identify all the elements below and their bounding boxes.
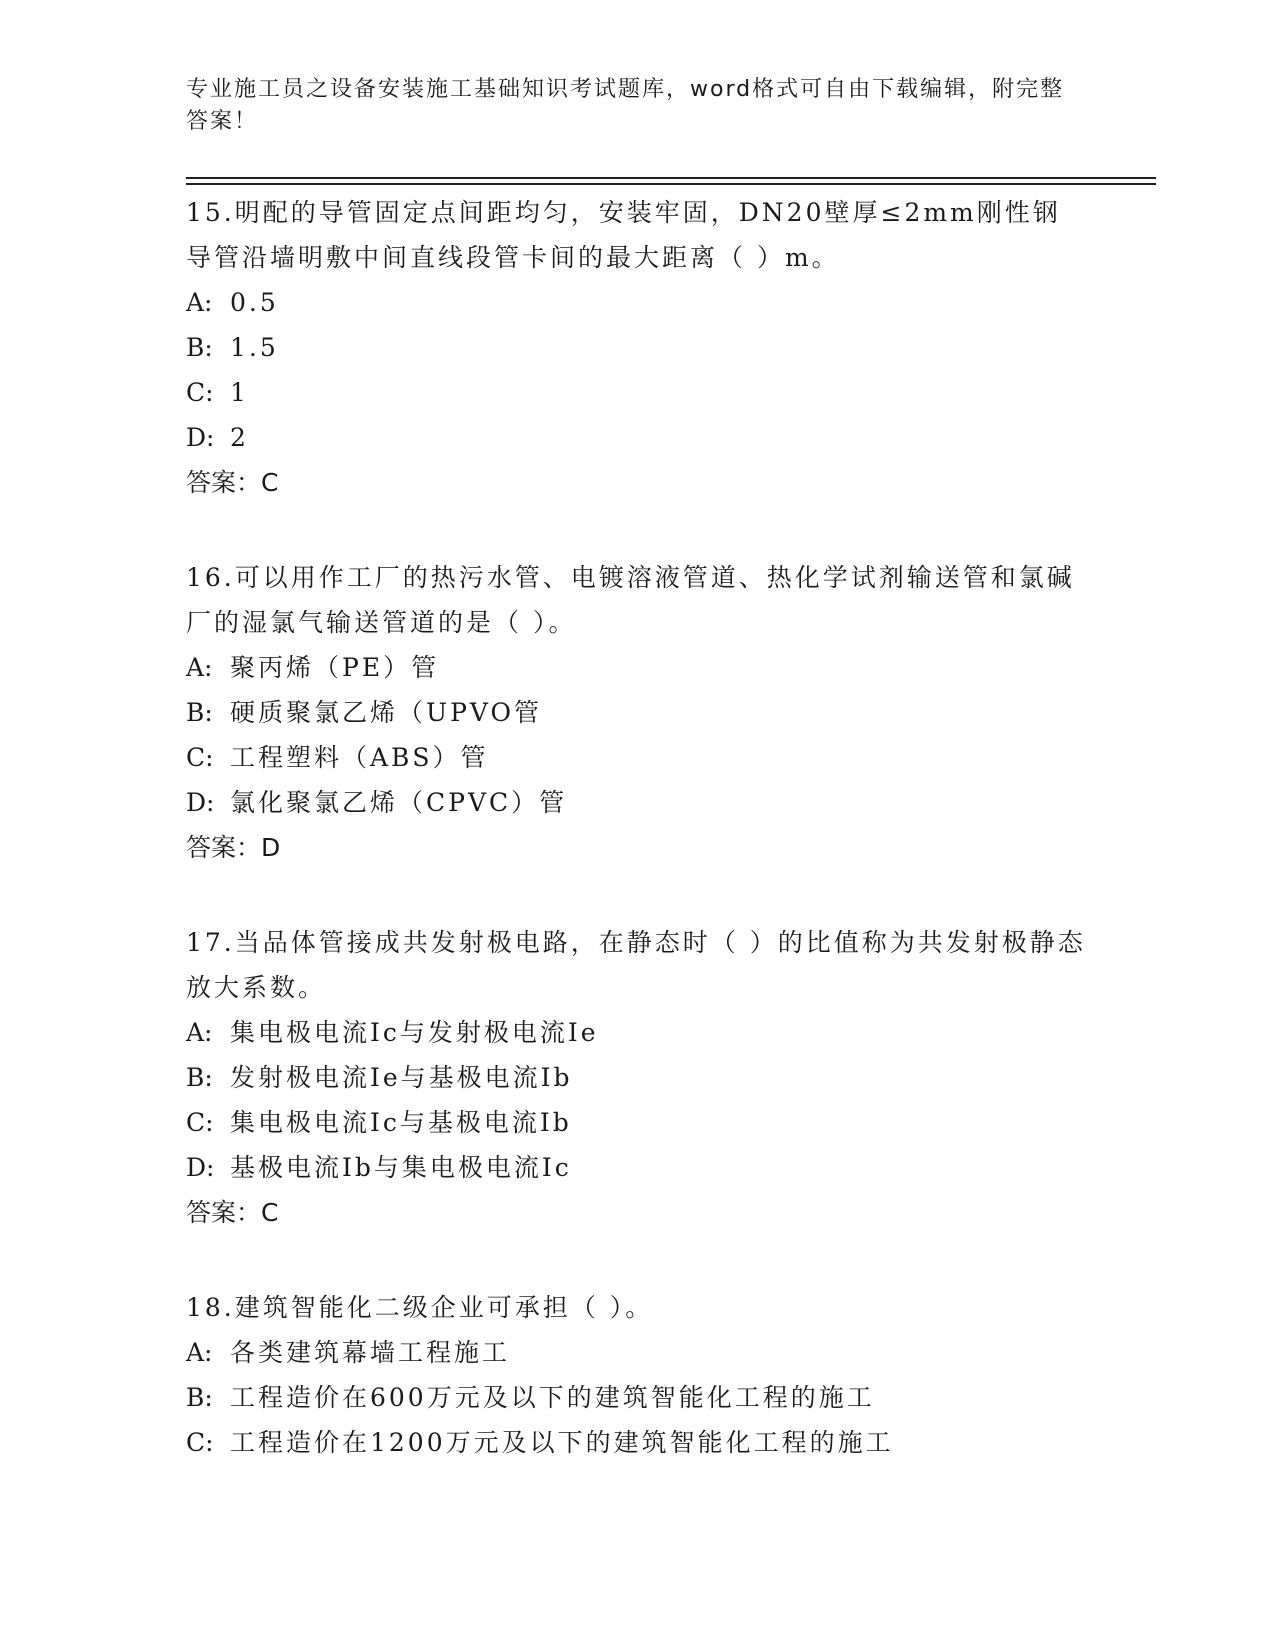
option-text: 工程造价在1200万元及以下的建筑智能化工程的施工 — [230, 1428, 894, 1457]
question-stem: 18.建筑智能化二级企业可承担（ ）。 — [186, 1293, 654, 1322]
option-b — [186, 690, 1086, 735]
option-label: C: — [186, 1108, 214, 1137]
option-text: 基极电流Ib与集电极电流Ic — [230, 1153, 572, 1182]
header-rule-bottom — [186, 183, 1156, 185]
option-text: 发射极电流Ie与基极电流Ib — [230, 1063, 573, 1092]
answer-line: 答案：D — [186, 833, 281, 862]
option-text: 1.5 — [230, 333, 279, 362]
option-label: B: — [186, 1383, 213, 1412]
header-rule-top — [186, 177, 1156, 179]
option-label: A: — [186, 653, 213, 682]
answer-line: 答案：C — [186, 1198, 279, 1227]
option-a — [186, 280, 1086, 325]
option-text: 工程塑料（ABS）管 — [230, 743, 489, 772]
option-label: A: — [186, 288, 213, 317]
option-d — [186, 780, 1086, 825]
option-label: D: — [186, 423, 215, 452]
option-text: 各类建筑幕墙工程施工 — [230, 1338, 511, 1367]
option-b — [186, 325, 1086, 370]
question-18 — [186, 1285, 1086, 1465]
document-header: 专业施工员之设备安装施工基础知识考试题库，word格式可自由下载编辑，附完整答案！ — [186, 77, 1065, 134]
option-label: B: — [186, 333, 213, 362]
option-a — [186, 645, 1086, 690]
question-17 — [186, 920, 1086, 1235]
question-15 — [186, 190, 1086, 505]
option-label: D: — [186, 1153, 215, 1182]
question-stem: 17.当品体管接成共发射极电路，在静态时（ ）的比值称为共发射极静态放大系数。 — [186, 928, 1086, 1002]
option-text: 氯化聚氯乙烯（CPVC）管 — [230, 788, 568, 817]
option-text: 集电极电流Ic与发射极电流Ie — [230, 1018, 599, 1047]
question-stem: 15.明配的导管固定点间距均匀，安装牢固，DN20壁厚≤2mm刚性钢导管沿墙明敷中间直线段管卡间的最大距离（ ）m。 — [186, 198, 1061, 272]
question-stem: 16.可以用作工厂的热污水管、电镀溶液管道、热化学试剂输送管和氯碱厂的湿氯气输送管道的是（ ）。 — [186, 563, 1075, 637]
option-text: 集电极电流Ic与基极电流Ib — [230, 1108, 572, 1137]
option-d — [186, 1145, 1086, 1190]
option-text: 0.5 — [230, 288, 279, 317]
option-label: A: — [186, 1018, 213, 1047]
option-label: B: — [186, 698, 213, 727]
option-label: C: — [186, 1428, 214, 1457]
option-b — [186, 1375, 1086, 1420]
option-a — [186, 1010, 1086, 1055]
question-16 — [186, 555, 1086, 870]
option-d — [186, 415, 1086, 460]
option-text: 2 — [230, 423, 249, 452]
option-text: 工程造价在600万元及以下的建筑智能化工程的施工 — [230, 1383, 875, 1412]
option-text: 硬质聚氯乙烯（UPVO管 — [230, 698, 543, 727]
option-label: A: — [186, 1338, 213, 1367]
answer-line: 答案：C — [186, 468, 279, 497]
option-label: D: — [186, 788, 215, 817]
option-a — [186, 1330, 1086, 1375]
option-text: 1 — [230, 378, 249, 407]
option-label: C: — [186, 378, 214, 407]
option-b — [186, 1055, 1086, 1100]
option-label: B: — [186, 1063, 213, 1092]
option-c — [186, 370, 1086, 415]
option-text: 聚丙烯（PE）管 — [230, 653, 440, 682]
option-c — [186, 1420, 1086, 1465]
option-label: C: — [186, 743, 214, 772]
option-c — [186, 735, 1086, 780]
option-c — [186, 1100, 1086, 1145]
